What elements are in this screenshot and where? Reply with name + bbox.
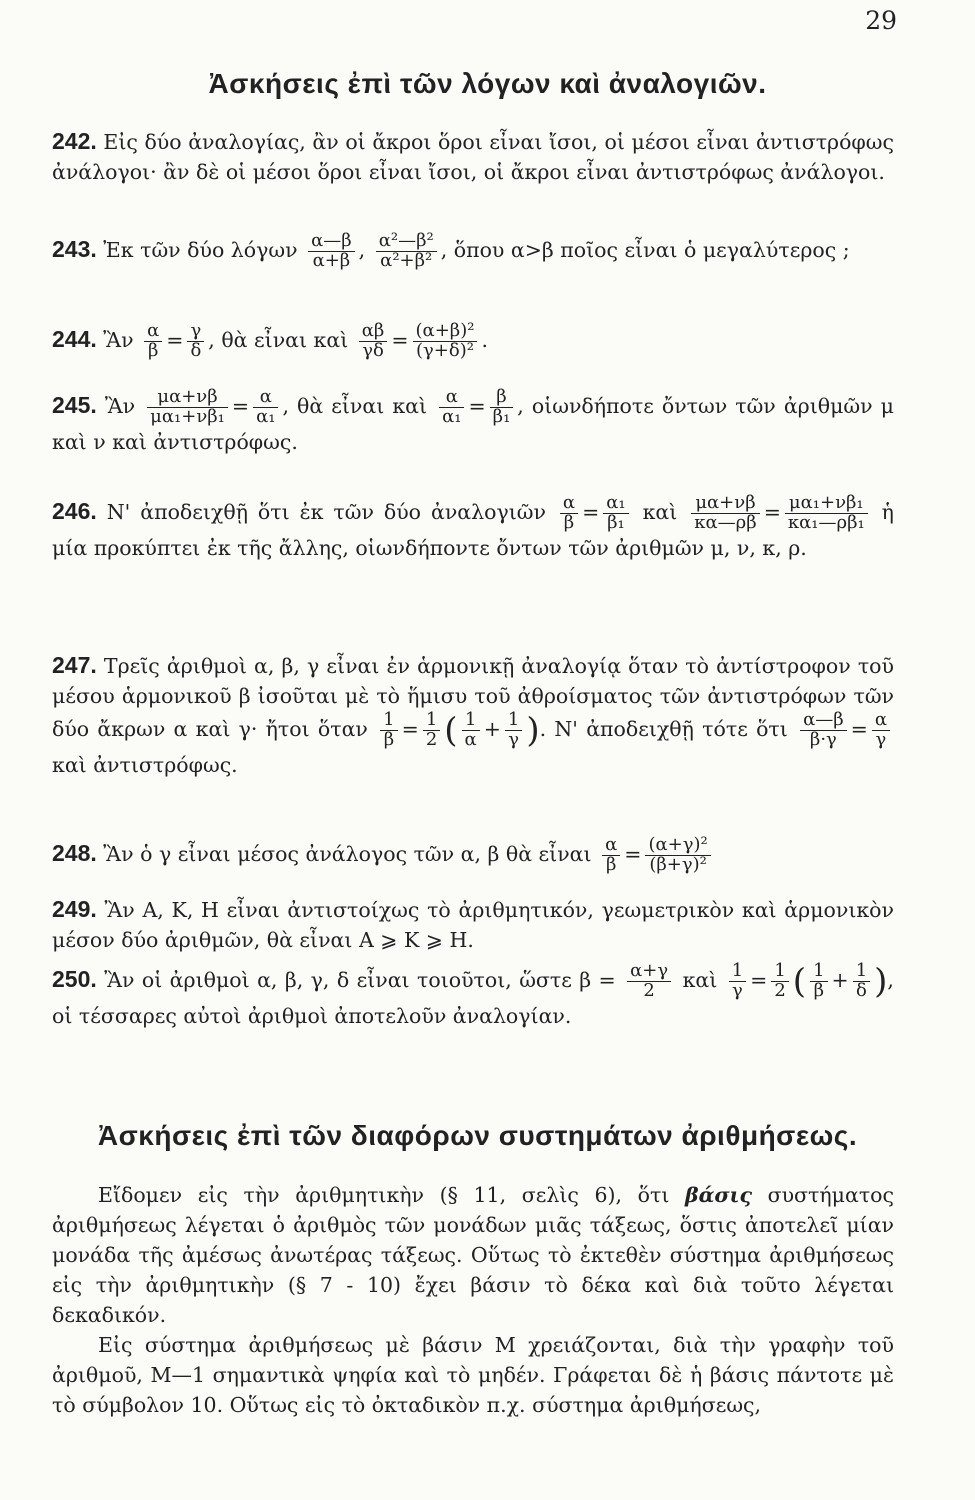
exercise-number: 242. (52, 128, 97, 154)
numerator: 1 (771, 962, 788, 982)
exercise-number: 246. (52, 497, 97, 524)
denominator: γ (732, 979, 743, 1001)
denominator: 2 (774, 979, 786, 1001)
numerator: 1 (380, 711, 397, 731)
numerator: 1 (462, 711, 480, 731)
exercise-text: Ἂν (104, 393, 136, 418)
section-heading-numeral-systems: Ἀσκήσεις ἐπὶ τῶν διαφόρων συστημάτων ἀριθμήσεως. (97, 1120, 858, 1151)
denominator: β (813, 979, 824, 1001)
numerator: (α+γ)² (645, 836, 710, 856)
exercise-244: 244. Ἂν $\frac{\alpha}{\beta}$ = $\frac{\gamma}{\delta}$ , θὰ εἶναι καὶ $\frac{\alpha\beta}{\gamma\delta}$ = $\frac{\text{(α+β)²}}{\text{(γ+δ)²}}$ . (52, 320, 488, 361)
exercise-text: , θὰ εἶναι καὶ (208, 327, 349, 352)
denominator: γδ (362, 339, 384, 361)
numerator: β (490, 388, 514, 408)
exercise-246: 246. Ν' ἀποδειχθῇ ὅτι ἐκ τῶν δύο ἀναλογιῶν $\frac{\alpha}{\beta}$ = $\frac{\text{α₁}}{\text{β₁}}$ καὶ $\frac{\mu\alpha+\nu\beta}{\kappa\alpha—\rho\beta}$ = $\frac{\text{μα₁+νβ₁}}{\text{κα₁—ρβ₁}}$ ἡ μία προκύπτει ἐκ τῆς ἄλλης, οἱωνδήποντε ὄντων τῶν ἀριθμῶν μ, ν, κ, ρ. (52, 492, 894, 560)
denominator: γ (508, 728, 519, 750)
denominator: μα₁+νβ₁ (150, 405, 225, 427)
exercise-number: 244. (52, 325, 97, 352)
fraction (423, 711, 440, 750)
exercise-text: Ἂν οἱ ἀριθμοὶ α, β, γ, δ εἶναι τοιοῦτοι, ὥστε β = (104, 967, 616, 992)
section-heading-ratios: Ἀσκήσεις ἐπὶ τῶν λόγων καὶ ἀναλογιῶν. (208, 68, 767, 99)
fraction (147, 388, 228, 427)
fraction (376, 232, 437, 271)
fraction (144, 322, 162, 361)
exercise-248: 248. Ἂν ὁ γ εἶναι μέσος ἀνάλογος τῶν α, β θὰ εἶναι $\frac{\alpha}{\beta}$ = $\frac{\text{(α+γ)²}}{\text{(β+γ)²}}$ (52, 836, 894, 875)
denominator: α₁ (442, 405, 462, 427)
fraction (602, 836, 620, 875)
exercise-245: 245. Ἂν $\frac{\mu\alpha+\nu\beta}{\text{μα₁+νβ₁}}$ = $\frac{\alpha}{\text{α₁}}$ , θὰ εἶναι καὶ $\frac{\alpha}{\text{α₁}}$ = $\frac{\beta}{\text{β₁}}$ , οἱωνδήποτε ὄντων τῶν ἀριθμῶν μ καὶ ν καὶ ἀντιστρόφως. (52, 386, 894, 454)
numerator: α—β (800, 711, 847, 731)
fraction (872, 711, 890, 750)
denominator: β₁ (492, 405, 511, 427)
fraction (729, 962, 746, 1001)
fraction (853, 962, 870, 1001)
exercise-243: 243. Ἐκ τῶν δύο λόγων $\frac{\alpha—\beta}{\alpha+\beta}$ , $\frac{\text{α²—β²}}{\text{α²+β²}}$ , ὅπου α>β ποῖος εἶναι ὁ μεγαλύτερος ; (52, 230, 850, 271)
denominator: β·γ (809, 728, 837, 750)
exercise-250: 250. Ἂν οἱ ἀριθμοὶ α, β, γ, δ εἶναι τοιοῦτοι, ὥστε β = $\frac{\alpha+\gamma}{2}$ καὶ $\frac{1}{\gamma}$ = $\frac{1}{2}$ ( $\frac{1}{\beta}$ + $\frac{1}{\delta}$ ), οἱ τέσσαρες αὐτοὶ ἀριθμοὶ ἀποτελοῦν ἀναλογίαν. (52, 960, 894, 1028)
exercise-text: Ἂν ὁ γ εἶναι μέσος ἀνάλογος τῶν α, β θὰ εἶναι (103, 841, 592, 866)
exercise-number: 250. (52, 965, 97, 992)
numerator: α (872, 711, 890, 731)
fraction (627, 962, 671, 1001)
numerator: 1 (729, 962, 746, 982)
exercise-247: 247. Τρεῖς ἀριθμοὶ α, β, γ εἶναι ἐν ἁρμονικῇ ἀναλογίᾳ ὅταν τὸ ἀντίστροφον τοῦ μέσου ἁρμονικοῦ β ἰσοῦται μὲ τὸ ἥμισυ τοῦ ἀθροίσματος τῶν ἀντιστρόφων τῶν δύο ἄκρων α καὶ γ· ἤτοι ὅταν $\frac{1}{\beta}$ = $\frac{1}{2}$ ( $\frac{1}{\alpha}$ + $\frac{1}{\gamma}$ ). Ν' ἀποδειχθῇ τότε ὅτι $\frac{\alpha—\beta}{\beta\cdot\gamma}$ = $\frac{\alpha}{\gamma}$ καὶ ἀντιστρόφως. (52, 652, 894, 777)
denominator: β (383, 728, 395, 750)
numerator: α (439, 388, 464, 408)
paragraph-text: συστήματος ἀριθμήσεως λέγεται ὁ ἀριθμὸς τῶν μονάδων μιᾶς τάξεως, ὅστις ἀποτελεῖ μίαν μονάδα τῆς ἀμέσως ἀνωτέρας τάξεως. Οὕτως τὸ ἐκτεθὲν σύστημα ἀριθμήσεως εἰς τὴν ἀριθμητικὴν (§ 7 - 10) ἔχει βάσιν τὸ δέκα καὶ διὰ τοῦτο λέγεται δεκαδικόν. (52, 1183, 894, 1327)
numerator: αβ (359, 322, 388, 342)
numerator: γ (187, 322, 204, 342)
numerator: 1 (810, 962, 827, 982)
fraction (308, 232, 355, 271)
paragraph-text: Εἴδομεν εἰς τὴν ἀριθμητικὴν (§ 11, σελὶς 6), ὅτι (98, 1183, 670, 1207)
denominator: (γ+δ)² (416, 339, 474, 361)
denominator: β (605, 853, 617, 875)
page-number: 29 (865, 6, 897, 35)
numerator: α²—β² (376, 232, 437, 252)
exercise-242 (52, 126, 894, 187)
denominator: β₁ (607, 511, 625, 533)
exercise-text: Ἂν Α, Κ, Η εἶναι ἀντιστοίχως τὸ ἀριθμητικόν, γεωμετρικὸν καὶ ἁρμονικὸν μέσον δύο ἀριθμῶν, θὰ εἶναι Α ⩾ Κ ⩾ Η. (52, 898, 894, 952)
denominator: β (563, 511, 575, 533)
fraction (439, 388, 464, 427)
fraction (253, 388, 278, 427)
exercise-text: καὶ (682, 967, 718, 992)
paragraph-base-symbols (52, 1330, 894, 1420)
denominator: α²+β² (380, 249, 433, 271)
exercise-text: , οἱωνδήποτε ὄντων τῶν ἀριθμῶν μ καὶ ν καὶ ἀντιστρόφως. (52, 393, 894, 454)
numerator: α+γ (627, 962, 671, 982)
exercise-249 (52, 894, 894, 955)
denominator: κα—ρβ (694, 511, 757, 533)
denominator: α₁ (256, 405, 276, 427)
fraction (413, 322, 478, 361)
denominator: β (147, 339, 159, 361)
emphasis-term: βάσις (685, 1183, 752, 1207)
exercise-text: καὶ (642, 499, 678, 524)
paragraph-base-definition (52, 1180, 894, 1330)
numerator: 1 (505, 711, 522, 731)
denominator: α+β (312, 249, 351, 271)
exercise-number: 249. (52, 896, 97, 922)
exercise-text: Ν' ἀποδειχθῇ ὅτι ἐκ τῶν δύο ἀναλογιῶν (106, 499, 546, 524)
paragraph-text: Εἰς σύστημα ἀριθμήσεως μὲ βάσιν Μ χρειάζονται, διὰ τὴν γραφὴν τοῦ ἀριθμοῦ, Μ—1 σημαντικὰ ψηφία καὶ τὸ μηδέν. Γράφεται δὲ ἡ βάσις πάντοτε μὲ τὸ σύμβολον 10. Οὕτως εἰς τὸ ὀκταδικὸν π.χ. σύστημα ἀριθμήσεως, (52, 1333, 894, 1417)
numerator: μα+νβ (691, 494, 759, 514)
fraction (380, 711, 397, 750)
fraction (810, 962, 827, 1001)
fraction (691, 494, 759, 533)
denominator: κα₁—ρβ₁ (787, 511, 865, 533)
numerator: α (602, 836, 620, 856)
exercise-text: ἡ μία προκύπτει ἐκ τῆς ἄλλης, οἱωνδήποντε ὄντων τῶν ἀριθμῶν μ, ν, κ, ρ. (52, 499, 894, 560)
exercise-text: Εἰς δύο ἀναλογίας, ἂν οἱ ἄκροι ὅροι εἶναι ἴσοι, οἱ μέσοι εἶναι ἀντιστρόφως ἀνάλογοι· ἂν δὲ οἱ μέσοι ὅροι εἶναι ἴσοι, οἱ ἄκροι εἶναι ἀντιστρόφως ἀνάλογοι. (52, 130, 894, 184)
exercise-text: Ἐκ τῶν δύο λόγων (103, 237, 298, 262)
denominator: α (464, 728, 477, 750)
fraction (785, 494, 868, 533)
fraction (505, 711, 522, 750)
fraction (187, 322, 204, 361)
numerator: 1 (853, 962, 870, 982)
numerator: α (144, 322, 162, 342)
exercise-text: καὶ ἀντιστρόφως. (52, 752, 238, 777)
numerator: 1 (423, 711, 440, 731)
denominator: 2 (425, 728, 438, 750)
exercise-number: 245. (52, 391, 97, 418)
numerator: α₁ (603, 494, 628, 514)
numerator: (α+β)² (413, 322, 478, 342)
exercise-number: 248. (52, 839, 97, 866)
numerator: μα₁+νβ₁ (785, 494, 868, 514)
fraction (462, 711, 480, 750)
exercise-text: Τρεῖς ἀριθμοὶ α, β, γ εἶναι ἐν ἁρμονικῇ ἀναλογίᾳ ὅταν τὸ ἀντίστροφον τοῦ μέσου ἁρμονικοῦ β ἰσοῦται μὲ τὸ ἥμισυ τοῦ ἀθροίσματος τῶν ἀντιστρόφων τῶν δύο ἄκρων α καὶ γ· ἤτοι ὅταν (52, 654, 894, 741)
denominator: 2 (643, 979, 655, 1001)
denominator: δ (856, 979, 867, 1001)
numerator: μα+νβ (147, 388, 228, 408)
exercise-text: , θὰ εἶναι καὶ (282, 393, 428, 418)
denominator: γ (875, 728, 887, 750)
numerator: α—β (308, 232, 355, 252)
fraction (603, 494, 628, 533)
exercise-number: 247. (52, 652, 97, 678)
denominator: (β+γ)² (649, 853, 707, 875)
numerator: α (253, 388, 278, 408)
exercise-number: 243. (52, 235, 97, 262)
fraction (359, 322, 388, 361)
fraction (560, 494, 578, 533)
exercise-text: ὅπου α>β ποῖος εἶναι ὁ μεγαλύτερος ; (453, 237, 850, 262)
denominator: δ (190, 339, 202, 361)
numerator: α (560, 494, 578, 514)
exercise-text: Ἂν (103, 327, 134, 352)
fraction (771, 962, 788, 1001)
fraction (800, 711, 847, 750)
exercise-text: . Ν' ἀποδειχθῇ τότε ὅτι (539, 716, 788, 741)
fraction (645, 836, 710, 875)
exercise-text: , οἱ τέσσαρες αὐτοὶ ἀριθμοὶ ἀποτελοῦν ἀναλογίαν. (52, 967, 894, 1028)
fraction (490, 388, 514, 427)
